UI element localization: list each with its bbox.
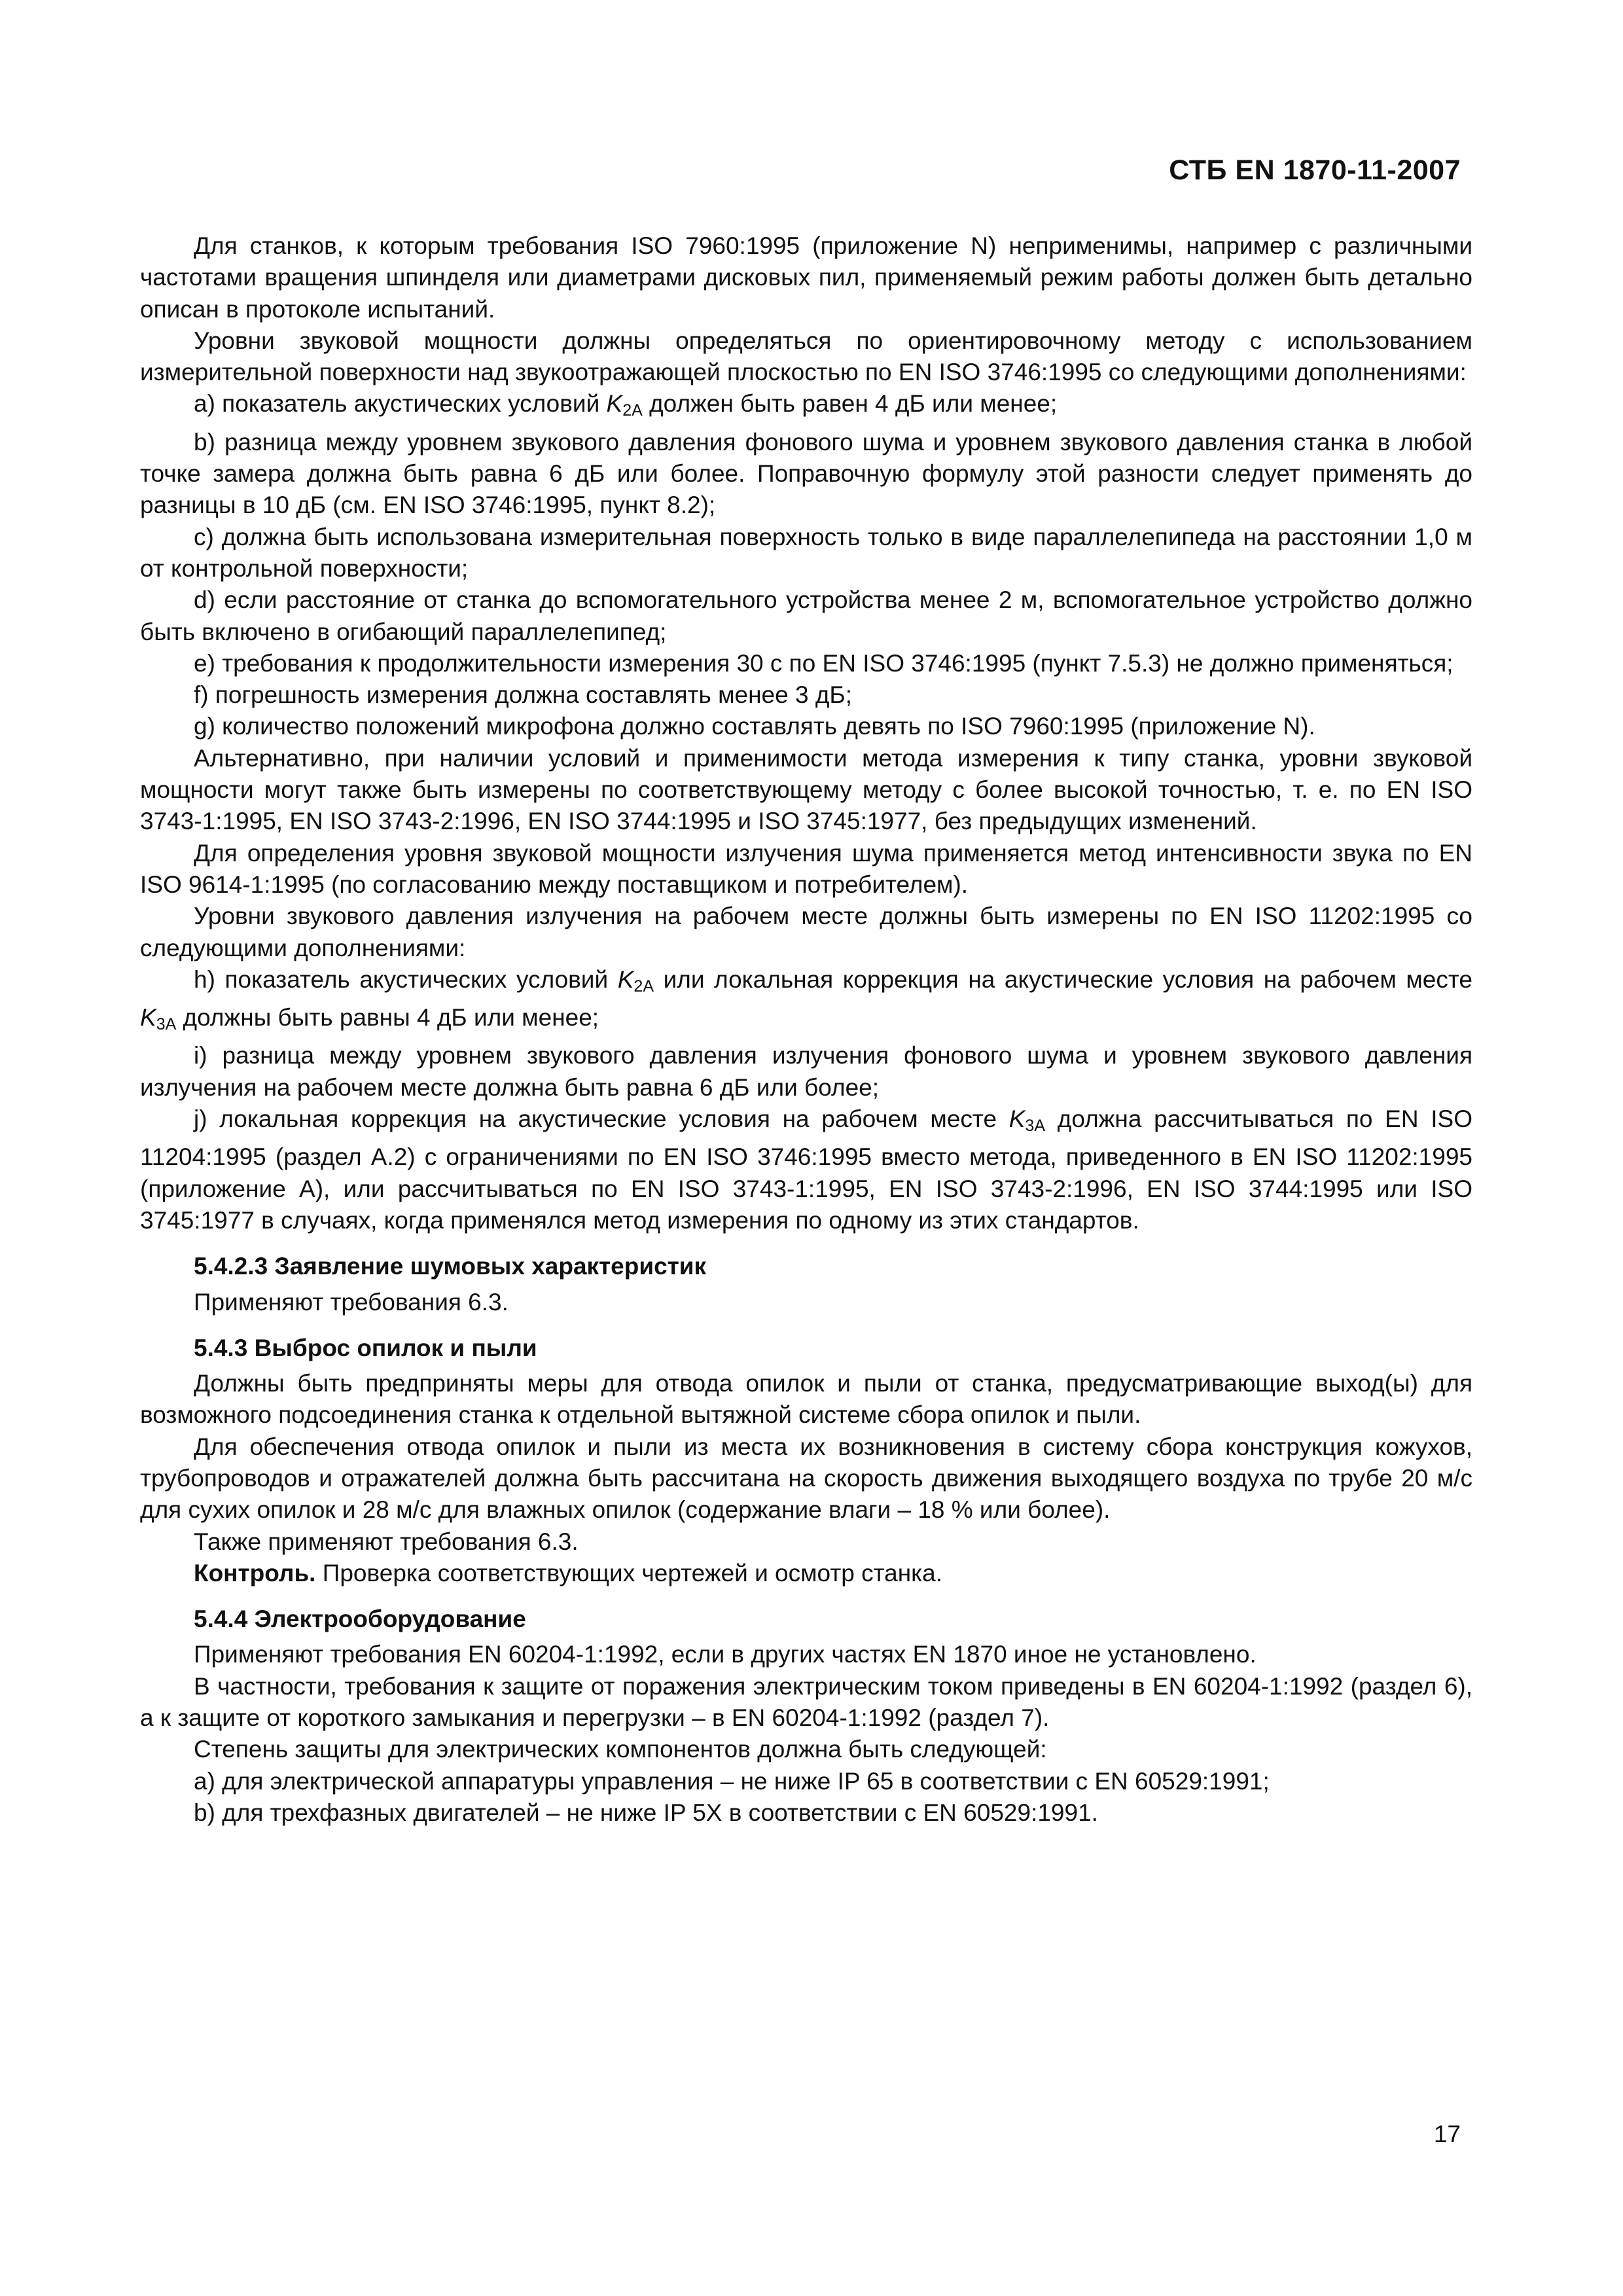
- section-heading-5-4-4: 5.4.4 Электрооборудование: [194, 1605, 526, 1633]
- control-label: Контроль.: [194, 1559, 316, 1587]
- list-item-b: b) разница между уровнем звукового давления фонового шума и уровнем звукового давления станка в любой точке замера должна быть равна 6 дБ или более. Поправочную формулу этой разности следует применять до разницы в 10 дБ (см. EN ISO 3746:1995, пункт 8.2);: [140, 428, 1472, 519]
- list-item-j: j) локальная коррекция на акустические условия на рабочем месте $K_{3A}$ должна рассчитываться по EN ISO 11204:1995 (раздел А.2) с ограничениями по EN ISO 3746:1995 вместо метода, приведенного в EN ISO 11202:1995 (приложение А), или рассчитываться по EN ISO 3743-1:1995, EN ISO 3743-2:1996, EN ISO 3744:1995 или ISO 3745:1977 в случаях, когда применялся метод измерения по одному из этих стандартов.: [140, 1105, 1473, 1234]
- document-body: [140, 230, 1472, 1829]
- paragraph: Применяют требования EN 60204-1:1992, если в других частях EN 1870 иное не установлено.: [194, 1641, 1257, 1668]
- paragraph: Должны быть предприняты меры для отвода опилок и пыли от станка, предусматривающие выход(ы) для возможного подсоединения станка к отдельной вытяжной системе сбора опилок и пыли.: [140, 1370, 1472, 1429]
- paragraph: В частности, требования к защите от поражения электрическим током приведены в EN 60204-1:1992 (раздел 6), а к защите от короткого замыкания и перегрузки – в EN 60204-1:1992 (раздел 7).: [140, 1672, 1472, 1732]
- list-item-d: d) если расстояние от станка до вспомогательного устройства менее 2 м, вспомогательное устройство должно быть включено в огибающий параллелепипед;: [140, 586, 1472, 645]
- paragraph: Для определения уровня звуковой мощности излучения шума применяется метод интенсивности звука по EN ISO 9614-1:1995 (по согласованию между поставщиком и потребителем).: [140, 839, 1472, 898]
- paragraph: Также применяют требования 6.3.: [194, 1528, 579, 1555]
- paragraph: Для станков, к которым требования ISO 7960:1995 (приложение N) неприменимы, например с различными частотами вращения шпинделя или диаметрами дисковых пил, применяемый режим работы должен быть детально описан в протоколе испытаний.: [140, 232, 1472, 323]
- paragraph: Степень защиты для электрических компонентов должна быть следующей:: [194, 1736, 1047, 1763]
- list-item-i: i) разница между уровнем звукового давления излучения фонового шума и уровнем звукового давления излучения на рабочем месте должна быть равна 6 дБ или более;: [140, 1042, 1472, 1101]
- paragraph: Применяют требования 6.3.: [194, 1288, 508, 1316]
- list-item-h: h) показатель акустических условий $K_{2A}$ или локальная коррекция на акустические условия на рабочем месте $K_{3A}$ должны быть равны 4 дБ или менее;: [140, 965, 1472, 1034]
- list-item-e: e) требования к продолжительности измерения 30 с по EN ISO 3746:1995 (пункт 7.5.3) не должно применяться;: [194, 649, 1454, 677]
- document-id: СТБ EN 1870-11-2007: [1169, 154, 1461, 186]
- paragraph: Для обеспечения отвода опилок и пыли из места их возникновения в систему сбора конструкция кожухов, трубопроводов и отражателей должна быть рассчитана на скорость движения выходящего воздуха по трубе 20 м/с для сухих опилок и 28 м/с для влажных опилок (содержание влаги – 18 % или более).: [140, 1433, 1472, 1524]
- list-item-f: f) погрешность измерения должна составлять менее 3 дБ;: [194, 681, 852, 709]
- list-item-c: c) должна быть использована измерительная поверхность только в виде параллелепипеда на расстоянии 1,0 м от контрольной поверхности;: [140, 523, 1472, 582]
- control-paragraph: Контроль. Проверка соответствующих чертежей и осмотр станка.: [194, 1559, 943, 1587]
- paragraph: Уровни звукового давления излучения на рабочем месте должны быть измерены по EN ISO 11202:1995 со следующими дополнениями:: [140, 903, 1472, 961]
- paragraph: Уровни звуковой мощности должны определяться по ориентировочному методу с использованием измерительной поверхности над звукоотражающей плоскостью по EN ISO 3746:1995 со следующими дополнениями:: [140, 327, 1472, 386]
- list-item-el-b: b) для трехфазных двигателей – не ниже IP 5X в соответствии с EN 60529:1991.: [194, 1799, 1098, 1826]
- list-item-g: g) количество положений микрофона должно составлять девять по ISO 7960:1995 (приложение N).: [194, 713, 1315, 740]
- section-heading-5-4-3: 5.4.3 Выброс опилок и пыли: [194, 1334, 537, 1361]
- section-heading-5-4-2-3: 5.4.2.3 Заявление шумовых характеристик: [194, 1253, 707, 1280]
- list-item-el-a: a) для электрической аппаратуры управления – не ниже IP 65 в соответствии с EN 60529:1991;: [194, 1767, 1270, 1795]
- paragraph: Альтернативно, при наличии условий и применимости метода измерения к типу станка, уровни звуковой мощности могут также быть измерены по соответствующему методу с более высокой точностью, т. е. по EN ISO 3743-1:1995, EN ISO 3743-2:1996, EN ISO 3744:1995 и ISO 3745:1977, без предыдущих изменений.: [140, 744, 1472, 835]
- page-number: 17: [1433, 2121, 1461, 2147]
- list-item-a: a) показатель акустических условий $K_{2A}$ должен быть равен 4 дБ или менее;: [194, 390, 1058, 420]
